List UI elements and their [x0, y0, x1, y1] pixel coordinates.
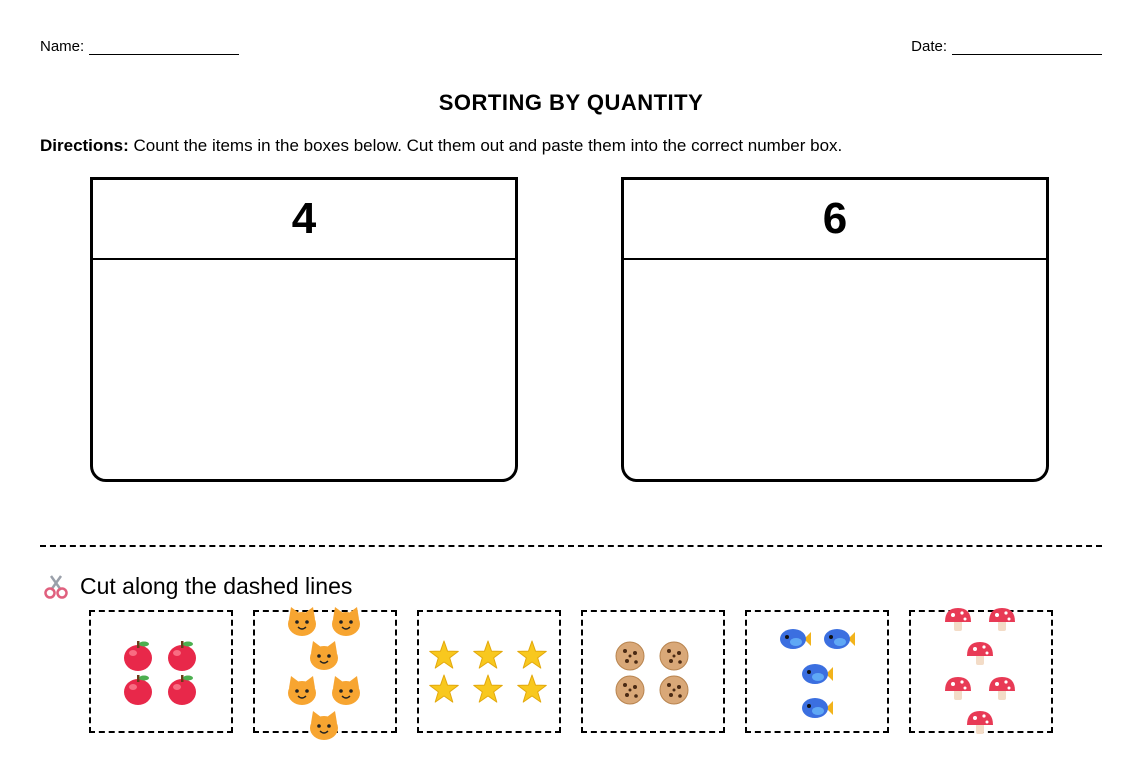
cat-face-item — [288, 676, 316, 705]
apple-item — [168, 675, 196, 705]
fish-item — [824, 629, 855, 649]
cut-instruction-text: Cut along the dashed lines — [80, 572, 353, 599]
scissors-icon — [42, 572, 70, 600]
name-label: Name: — [40, 38, 85, 55]
fish-item — [780, 629, 811, 649]
name-field[interactable] — [40, 38, 239, 55]
cut-card-apples[interactable] — [89, 610, 233, 733]
apple-item — [168, 641, 196, 671]
fish-item — [802, 698, 833, 718]
sort-box-number: 6 — [624, 180, 1046, 260]
fish-icon — [747, 612, 891, 735]
cookie-item — [660, 676, 688, 704]
sort-box-6[interactable] — [621, 177, 1049, 482]
cookie-item — [660, 642, 688, 670]
date-blank[interactable] — [952, 40, 1102, 55]
date-label: Date: — [911, 38, 947, 55]
cat-face-item — [332, 607, 360, 636]
cookie-item — [616, 676, 644, 704]
page-title: SORTING BY QUANTITY — [438, 90, 704, 115]
cut-card-stars[interactable] — [417, 610, 561, 733]
mushroom-item — [945, 677, 971, 700]
cut-card-fish[interactable] — [745, 610, 889, 733]
cat-face-item — [332, 676, 360, 705]
cat-face-item — [310, 711, 338, 740]
cat-face-item — [310, 641, 338, 670]
cookie-item — [616, 642, 644, 670]
directions-label: Directions: — [40, 136, 129, 155]
mushroom-item — [989, 608, 1015, 631]
cut-instruction — [42, 572, 352, 600]
cut-card-cats[interactable] — [253, 610, 397, 733]
date-field[interactable] — [911, 38, 1102, 55]
star-icon — [419, 612, 563, 735]
mushroom-item — [989, 677, 1015, 700]
cookie-icon — [583, 612, 727, 735]
cut-divider — [40, 545, 1102, 547]
sort-box-number: 4 — [93, 180, 515, 260]
star-item — [474, 675, 503, 702]
star-item — [474, 641, 503, 668]
mushroom-item — [967, 711, 993, 734]
cat-face-icon — [255, 612, 399, 735]
directions-text: Count the items in the boxes below. Cut them out and paste them into the correct number box. — [133, 136, 843, 155]
apples-icon — [91, 612, 235, 735]
star-item — [430, 675, 459, 702]
mushroom-icon — [911, 612, 1055, 735]
cut-card-cookies[interactable] — [581, 610, 725, 733]
star-item — [430, 641, 459, 668]
cat-face-item — [288, 607, 316, 636]
apple-item — [124, 675, 152, 705]
cut-card-mushrooms[interactable] — [909, 610, 1053, 733]
mushroom-item — [945, 608, 971, 631]
fish-item — [802, 664, 833, 684]
name-blank[interactable] — [89, 40, 239, 55]
star-item — [518, 675, 547, 702]
apple-item — [124, 641, 152, 671]
directions — [40, 136, 842, 156]
mushroom-item — [967, 642, 993, 665]
star-item — [518, 641, 547, 668]
sort-box-4[interactable] — [90, 177, 518, 482]
